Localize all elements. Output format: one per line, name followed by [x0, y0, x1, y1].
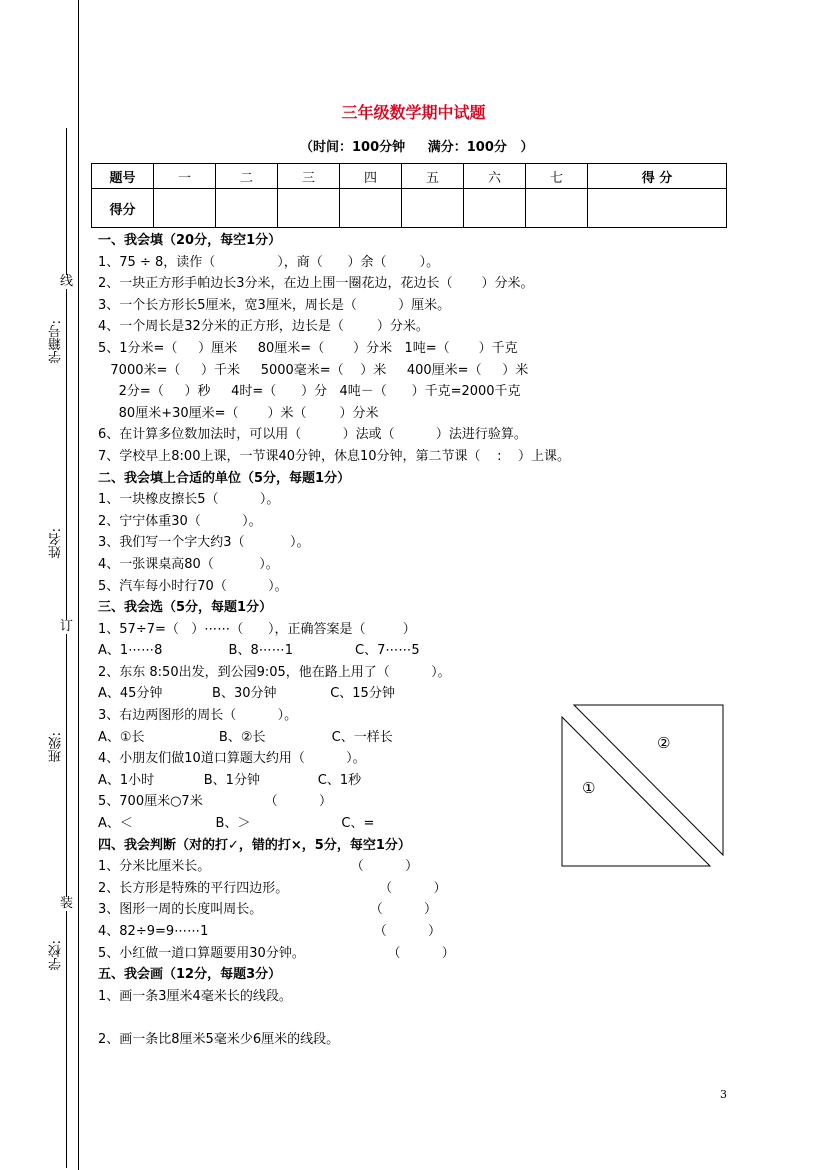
question-line: 3、右边两图形的周长（ ）。 — [98, 708, 298, 724]
score-table-header: 题号 — [92, 164, 154, 189]
score-cell[interactable] — [340, 189, 402, 228]
section-heading: 五、我会画（12分，每题3分） — [98, 967, 282, 983]
question-line — [98, 1007, 738, 1029]
score-row-label: 得分 — [92, 189, 154, 228]
binding-char-zhuang: 装 — [60, 896, 74, 911]
question-line: 2、一块正方形手帕边长3分米，在边上围一圈花边，花边长（ ）分米。 — [98, 276, 534, 292]
score-table-score-row — [92, 189, 727, 228]
student-id-label: 学籍号: — [49, 320, 64, 364]
score-table-header: 得 分 — [588, 164, 727, 189]
score-table — [91, 163, 727, 228]
question-line: A、＜ B、＞ C、= — [98, 816, 375, 832]
question-line: 2、宁宁体重30（ ）。 — [98, 513, 262, 529]
binding-line-outer — [78, 0, 79, 1170]
section-heading: 一、我会填（20分，每空1分） — [98, 233, 282, 248]
question-line: 2、长方形是特殊的平行四边形。 （ ） — [98, 880, 447, 896]
question-line: 1、75 ÷ 8，读作（ ），商（ ）余（ ）。 — [98, 254, 440, 270]
score-table-header: 五 — [402, 164, 464, 189]
question-line: 1、一块橡皮擦长5（ ）。 — [98, 492, 280, 508]
page-number: 3 — [720, 1088, 727, 1101]
page-title: 三年级数学期中试题 — [341, 103, 486, 122]
question-line: A、①长 B、②长 C、一样长 — [98, 729, 393, 745]
question-line: 3、我们写一个字大约3（ ）。 — [98, 535, 310, 551]
question-line: 5、小红做一道口算题要用30分钟。 （ ） — [98, 945, 455, 961]
school-label: 学校: — [49, 940, 64, 971]
question-line: 80厘米+30厘米=（ ）米（ ）分米 — [98, 405, 379, 421]
question-line: 4、一个周长是32分米的正方形，边长是（ ）分米。 — [98, 319, 429, 335]
shape-2-outline — [574, 705, 723, 855]
question-line: A、1⋯⋯8 B、8⋯⋯1 C、7⋯⋯5 — [98, 643, 420, 659]
question-line: 4、一张课桌高80（ ）。 — [98, 556, 279, 572]
score-table-header: 七 — [526, 164, 588, 189]
shape-2-label: ② — [657, 734, 671, 752]
question-line: 4、82÷9=9⋯⋯1 （ ） — [98, 924, 442, 939]
score-cell[interactable] — [216, 189, 278, 228]
section-heading: 二、我会填上合适的单位（5分，每题1分） — [98, 470, 351, 486]
score-table-header: 六 — [464, 164, 526, 189]
score-cell[interactable] — [464, 189, 526, 228]
score-cell[interactable] — [402, 189, 464, 228]
exam-content — [98, 230, 738, 1051]
score-table-header: 二 — [216, 164, 278, 189]
score-table-header: 四 — [340, 164, 402, 189]
score-table-header: 三 — [278, 164, 340, 189]
question-line: A、1小时 B、1分钟 C、1秒 — [98, 772, 362, 788]
question-line: 1、画一条3厘米4毫米长的线段。 — [98, 988, 292, 1004]
binding-char-xian: 线 — [60, 274, 74, 289]
score-table-header-row — [92, 164, 727, 189]
question-line: 5、汽车每小时行70（ ）。 — [98, 578, 288, 594]
binding-char-ding: 订 — [60, 619, 74, 634]
question-line: 7、学校早上8:00上课，一节课40分钟，休息10分钟，第二节课（ : ）上课。 — [98, 448, 570, 464]
exam-info: （时间：100分钟 满分：100分 ） — [300, 140, 534, 155]
question-line: 6、在计算多位数加法时，可以用（ ）法或（ ）法进行验算。 — [98, 427, 527, 443]
question-line: A、45分钟 B、30分钟 C、15分钟 — [98, 686, 395, 702]
score-cell-total[interactable] — [588, 189, 727, 228]
question-line: 3、图形一周的长度叫周长。 （ ） — [98, 902, 438, 918]
question-line: 3、一个长方形长5厘米，宽3厘米，周长是（ ）厘米。 — [98, 297, 451, 313]
score-table-header: 一 — [154, 164, 216, 189]
name-label: 姓名: — [49, 528, 64, 559]
question-line: 2分=（ ）秒 4时=（ ）分 4吨－（ ）千克=2000千克 — [98, 384, 521, 400]
score-cell[interactable] — [526, 189, 588, 228]
question-line: 1、分米比厘米长。 （ ） — [98, 859, 419, 875]
section-heading: 四、我会判断（对的打✓，错的打×，5分，每空1分） — [98, 837, 411, 853]
score-cell[interactable] — [154, 189, 216, 228]
question-line: 5、700厘米○7米 （ ） — [98, 794, 333, 810]
score-cell[interactable] — [278, 189, 340, 228]
perimeter-figure — [560, 703, 726, 869]
question-line: 7000米=（ ）千米 5000毫米=（ ）米 400厘米=（ ）米 — [98, 362, 529, 378]
question-line: 4、小朋友们做10道口算题大约用（ ）。 — [98, 751, 366, 767]
shape-1-label: ① — [582, 779, 596, 797]
question-line: 2、画一条比8厘米5毫米少6厘米的线段。 — [98, 1031, 340, 1047]
question-line: 1、57÷7=（ ）⋯⋯（ ），正确答案是（ ） — [98, 621, 416, 637]
class-label: 班级: — [49, 732, 64, 763]
section-heading: 三、我会选（5分，每题1分） — [98, 600, 273, 616]
question-line: 5、1分米=（ ）厘米 80厘米=（ ）分米 1吨=（ ）千克 — [98, 340, 518, 356]
question-line: 2、东东 8:50出发，到公园9:05，他在路上用了（ ）。 — [98, 664, 451, 680]
